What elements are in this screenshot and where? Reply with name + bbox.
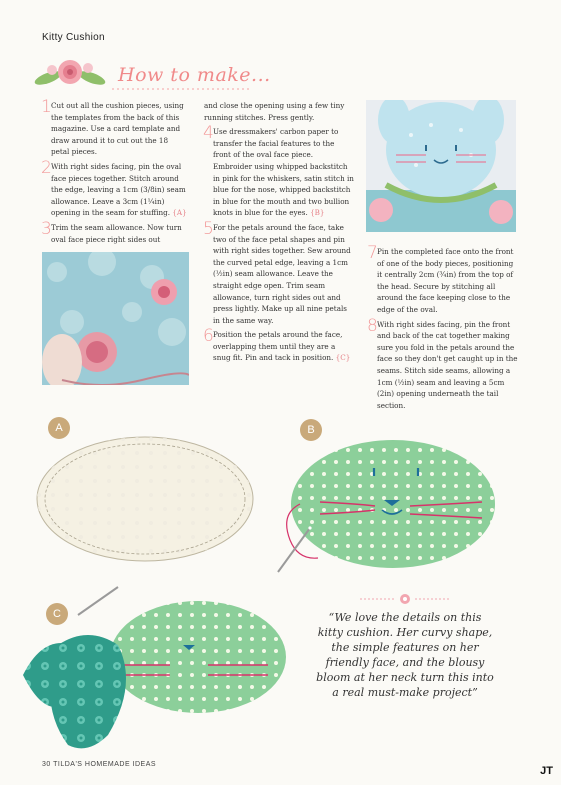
cat-face-photo (366, 100, 516, 232)
step-7 (367, 243, 518, 316)
diagram-c-badge: C (46, 603, 68, 625)
cushion-photo (42, 252, 189, 385)
step-2 (41, 157, 188, 219)
step-text: With right sides facing, pin the oval face pieces together. Stitch around the edge, leaving a 1cm (3/8in) seam allowance. Leave a 3cm (1¼in) opening in the seam for stuffing. (51, 161, 186, 218)
step-number: 8 (367, 315, 378, 336)
step-text: Trim the seam allowance. Now turn oval face piece right sides out (51, 222, 182, 244)
step-text: Pin the completed face onto the front of one of the body pieces, positioning it centrally 2cm (¾in) from the top of the head. Secure by stitching all around the face keeping close to the edge of the oval. (377, 247, 514, 314)
step-number: 6 (203, 326, 214, 347)
diagram-a-badge: A (48, 417, 70, 439)
section-heading: How to make... (118, 64, 271, 86)
quote-flower-divider-icon (360, 592, 450, 606)
step-3 (41, 218, 188, 245)
instructions-column-2 (204, 100, 354, 367)
step-number: 1 (41, 97, 52, 117)
step-text: Use dressmakers' carbon paper to transfer the facial features to the front of the oval face piece. Embroider using whipped backstitch in pink for the whiskers, satin stitch in blue for the nose, whipped backstitch in blue for the mouth and two bullion knots in blue for the eyes. (213, 127, 354, 218)
step-number: 5 (203, 218, 214, 239)
step-1 (41, 97, 188, 158)
diagram-b-face-embroidery (270, 432, 502, 592)
diagram-c-petals (18, 585, 290, 757)
page-header-title: Kitty Cushion (42, 32, 105, 43)
step-text: Cut out all the cushion pieces, using the templates from the back of this magazine. Use a card template and draw around it to cut out the 18 petal pieces. (51, 101, 184, 157)
step-text: For the petals around the face, take two of the face petal shapes and pin with right sides together. Sew around the curved petal edge, leaving a 1cm (½in) seam allowance. Leave the straight edge open. Trim seam allowance, turn right sides out and press lightly. Make up all nine petals in the same way. (213, 222, 351, 325)
step-3-continued (204, 100, 354, 123)
step-text: With right sides facing, pin the front and back of the cat together making sure you fold in the petals around the face so they don't get caught up in the seams. Stitch side seams, allowing a 1cm (½in) seam and leaving a 5cm (2in) opening underneath the tail section. (377, 319, 518, 410)
heading-dotted-underline (112, 86, 252, 92)
figure-reference: {B} (310, 208, 325, 218)
figure-reference: {C} (335, 353, 351, 363)
rose-decoration-icon (30, 52, 110, 92)
step-8 (367, 315, 518, 412)
step-number: 2 (41, 157, 52, 178)
step-text: and close the opening using a few tiny running stitches. Press gently. (204, 101, 345, 122)
diagram-b-badge: B (300, 419, 322, 441)
diagram-a-oval (32, 432, 258, 566)
step-6 (203, 326, 354, 364)
corner-mark: JT (540, 765, 553, 777)
step-4 (203, 123, 354, 219)
figure-reference: {A} (172, 208, 187, 218)
step-5 (203, 218, 354, 326)
step-text: Position the petals around the face, overlapping them until they are a snug fit. Pin and tack in position. (213, 330, 343, 363)
instructions-column-1 (41, 97, 188, 248)
page-footer: 30 TILDA'S HOMEMADE IDEAS (42, 761, 157, 768)
step-number: 3 (41, 218, 52, 239)
pull-quote: “We love the details on this kitty cushion. Her curvy shape, the simple features on her friendly face, and the blousy bloom at her neck turn this into a real must-make project” (316, 611, 494, 699)
step-number: 4 (203, 123, 214, 144)
step-number: 7 (367, 243, 378, 263)
instructions-column-3 (367, 243, 518, 414)
